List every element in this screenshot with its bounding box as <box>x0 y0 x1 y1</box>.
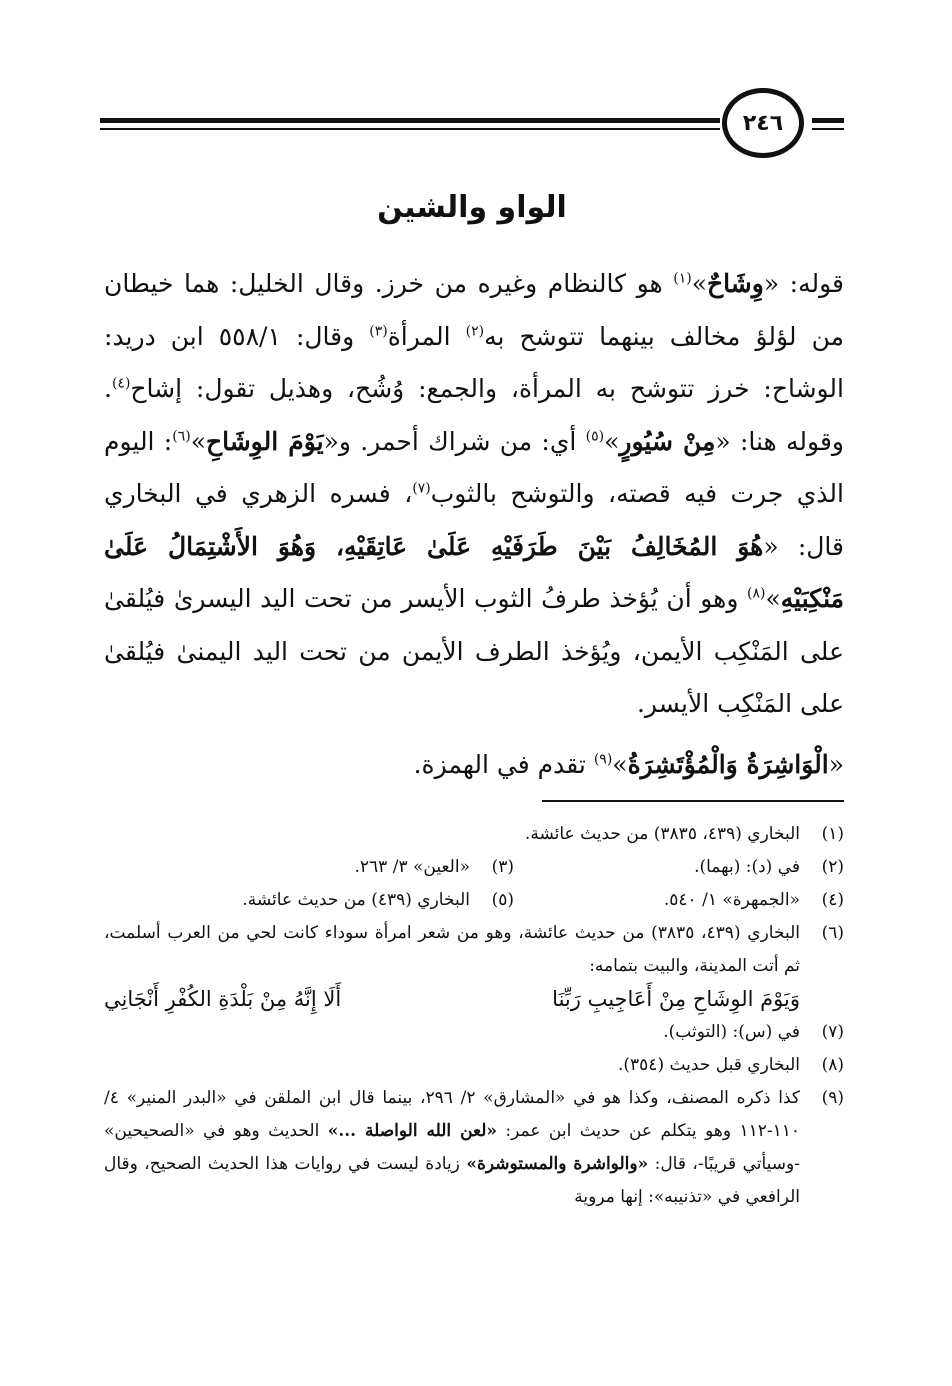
footnote-1 <box>104 818 844 851</box>
footnote-4 <box>514 884 844 917</box>
text-span: المرأة <box>387 321 466 351</box>
footnote-5 <box>184 884 514 917</box>
header-rule-right-thick <box>812 118 844 123</box>
header-rule-thin <box>100 128 720 130</box>
text-span: وقال: ٥٥٨/١ ابن دريد: الوشاح: خرز تتوشح به المرأة، والجمع: وُشُح، وهذيل تقول: إشاح <box>104 321 844 403</box>
footnote-ref-9[interactable]: (٩) <box>593 751 613 768</box>
footnote-text: البخاري قبل حديث (٣٥٤). <box>618 1055 800 1075</box>
poem-verse <box>104 983 844 1016</box>
footnote-ref-2[interactable]: (٢) <box>465 323 485 340</box>
text-span: : اليوم الذي جرت فيه قصته، والتوشح بالثوب <box>104 426 844 508</box>
footnote-text: «الجمهرة» ١/ ٥٤٠. <box>663 890 800 910</box>
footnote-number: (٢) <box>821 857 844 877</box>
text-span: وهو أن يُؤخذ طرفُ الثوب الأيسر من تحت اليد اليسرىٰ فيُلقىٰ على المَنْكِب الأيمن، ويُؤخذ الطرف الأيمن من تحت اليد اليمنىٰ فيُلقىٰ على المَنْكِب الأيسر. <box>104 584 844 718</box>
quoted-addition: «والواشرة والمستوشرة» <box>466 1154 649 1174</box>
footnote-number: (٤) <box>821 890 844 910</box>
footnote-number: (٦) <box>821 923 844 943</box>
text-span: ، فسره الزهري في البخاري قال: « <box>104 479 844 561</box>
verse-first-hemistich: وَيَوْمَ الوِشَاحِ مِنْ أَعَاجِيبِ رَبِّنَا <box>552 987 800 1011</box>
text-span: » <box>612 749 628 779</box>
footnote-8 <box>104 1049 844 1082</box>
body-paragraph-2 <box>104 739 844 792</box>
text-span: أي: من شراك أحمر. و« <box>323 426 586 456</box>
term-min-suyur: مِنْ سُيُورٍ <box>619 426 716 456</box>
footnote-ref-5[interactable]: (٥) <box>585 428 605 445</box>
footnote-text: «العين» ٣/ ٢٦٣. <box>354 857 470 877</box>
footnote-number: (٨) <box>821 1055 844 1075</box>
text-span: زيادة ليست في روايات هذا الحديث الصحيح، وقال الرافعي في «تذنيبه»: إنها مروية <box>104 1154 800 1207</box>
text-span: » <box>765 584 781 613</box>
header-rule-right-thin <box>812 128 844 130</box>
footnotes <box>104 818 844 1214</box>
footnote-7 <box>104 1016 844 1049</box>
footnote-text: البخاري (٤٣٩، ٣٨٣٥) من حديث عائشة. <box>524 824 800 844</box>
term-yawm-alwishah: يَوْمَ الوِشَاحِ <box>205 426 324 456</box>
text-span: » <box>604 426 620 456</box>
main-body <box>104 258 844 791</box>
footnote-text: البخاري (٤٣٩، ٣٨٣٥) من حديث عائشة، وهو من شعر امرأة سوداء كانت لحي من العرب أسلمت، ثم أتت المدينة، والبيت بتمامه: <box>104 923 800 976</box>
footnote-separator <box>542 800 844 802</box>
text-span: هو كالنظام وغيره من خرز. وقال الخليل: هما خيطان من لؤلؤ مخالف بينهما تتوشح به <box>104 269 844 351</box>
footnote-6 <box>104 917 844 983</box>
term-washira: الْوَاشِرَةُ وَالْمُؤْتَشِرَةُ <box>627 749 829 779</box>
footnote-ref-3[interactable]: (٣) <box>369 323 388 340</box>
footnote-ref-6[interactable]: (٦) <box>172 428 191 445</box>
footnote-2 <box>514 851 844 884</box>
footnote-number: (١) <box>821 824 844 844</box>
footnote-text: البخاري (٤٣٩) من حديث عائشة. <box>242 890 470 910</box>
footnote-number: (٩) <box>821 1088 844 1108</box>
footnote-row-2-3 <box>104 851 844 884</box>
footnote-text <box>104 1082 800 1214</box>
body-paragraph-1 <box>104 258 844 731</box>
page-number: ٢٤٦ <box>742 110 784 136</box>
page-number-badge <box>722 88 804 158</box>
text-span: كذا ذكره المصنف، وكذا هو في «المشارق» ٢/ ٢٩٦، بينما قال ابن الملقن في «البدر المنير» ٤/ ١١٠-١١٢ وهو يتكلم عن حديث ابن عمر: <box>104 1088 800 1141</box>
footnote-text: في (د): (بهما). <box>694 857 800 877</box>
footnote-ref-7[interactable]: (٧) <box>412 480 431 497</box>
text-span: » <box>691 269 708 298</box>
text-span: » <box>190 426 206 456</box>
text-span: الحديث وهو في «الصحيحين» -وسيأتي قريبًا-، قال: <box>104 1121 800 1174</box>
footnote-number: (٥) <box>491 890 514 910</box>
text-span: « <box>828 749 844 779</box>
text-span: قوله: « <box>763 269 844 298</box>
header-rule-thick <box>100 118 720 123</box>
footnote-ref-8[interactable]: (٨) <box>747 585 766 602</box>
term-hadith-quote: هُوَ المُخَالِفُ بَيْنَ طَرَفَيْهِ عَلَىٰ عَاتِقَيْهِ، وَهُوَ الأَشْتِمَالُ عَلَىٰ مَنْكِبَيْهِ <box>104 531 844 613</box>
footnote-9 <box>104 1082 844 1214</box>
text-span: . وقوله هنا: « <box>104 374 844 456</box>
footnote-row-4-5 <box>104 884 844 917</box>
footnote-3 <box>184 851 514 884</box>
footnote-text: في (س): (التوثب). <box>663 1022 800 1042</box>
section-title: الواو والشين <box>377 190 567 225</box>
footnote-number: (٣) <box>491 857 514 877</box>
text-span: تقدم في الهمزة. <box>413 749 594 779</box>
footnote-number: (٧) <box>821 1022 844 1042</box>
quoted-hadith: «لعن الله الواصلة ...» <box>327 1121 498 1141</box>
term-wishah: وِشَاحٌ <box>707 269 764 298</box>
footnote-ref-1[interactable]: (١) <box>673 270 692 287</box>
verse-second-hemistich: أَلَا إِنَّهُ مِنْ بَلْدَةِ الكُفْرِ أَنْجَانِي <box>104 987 342 1011</box>
footnote-ref-4[interactable]: (٤) <box>111 375 131 392</box>
